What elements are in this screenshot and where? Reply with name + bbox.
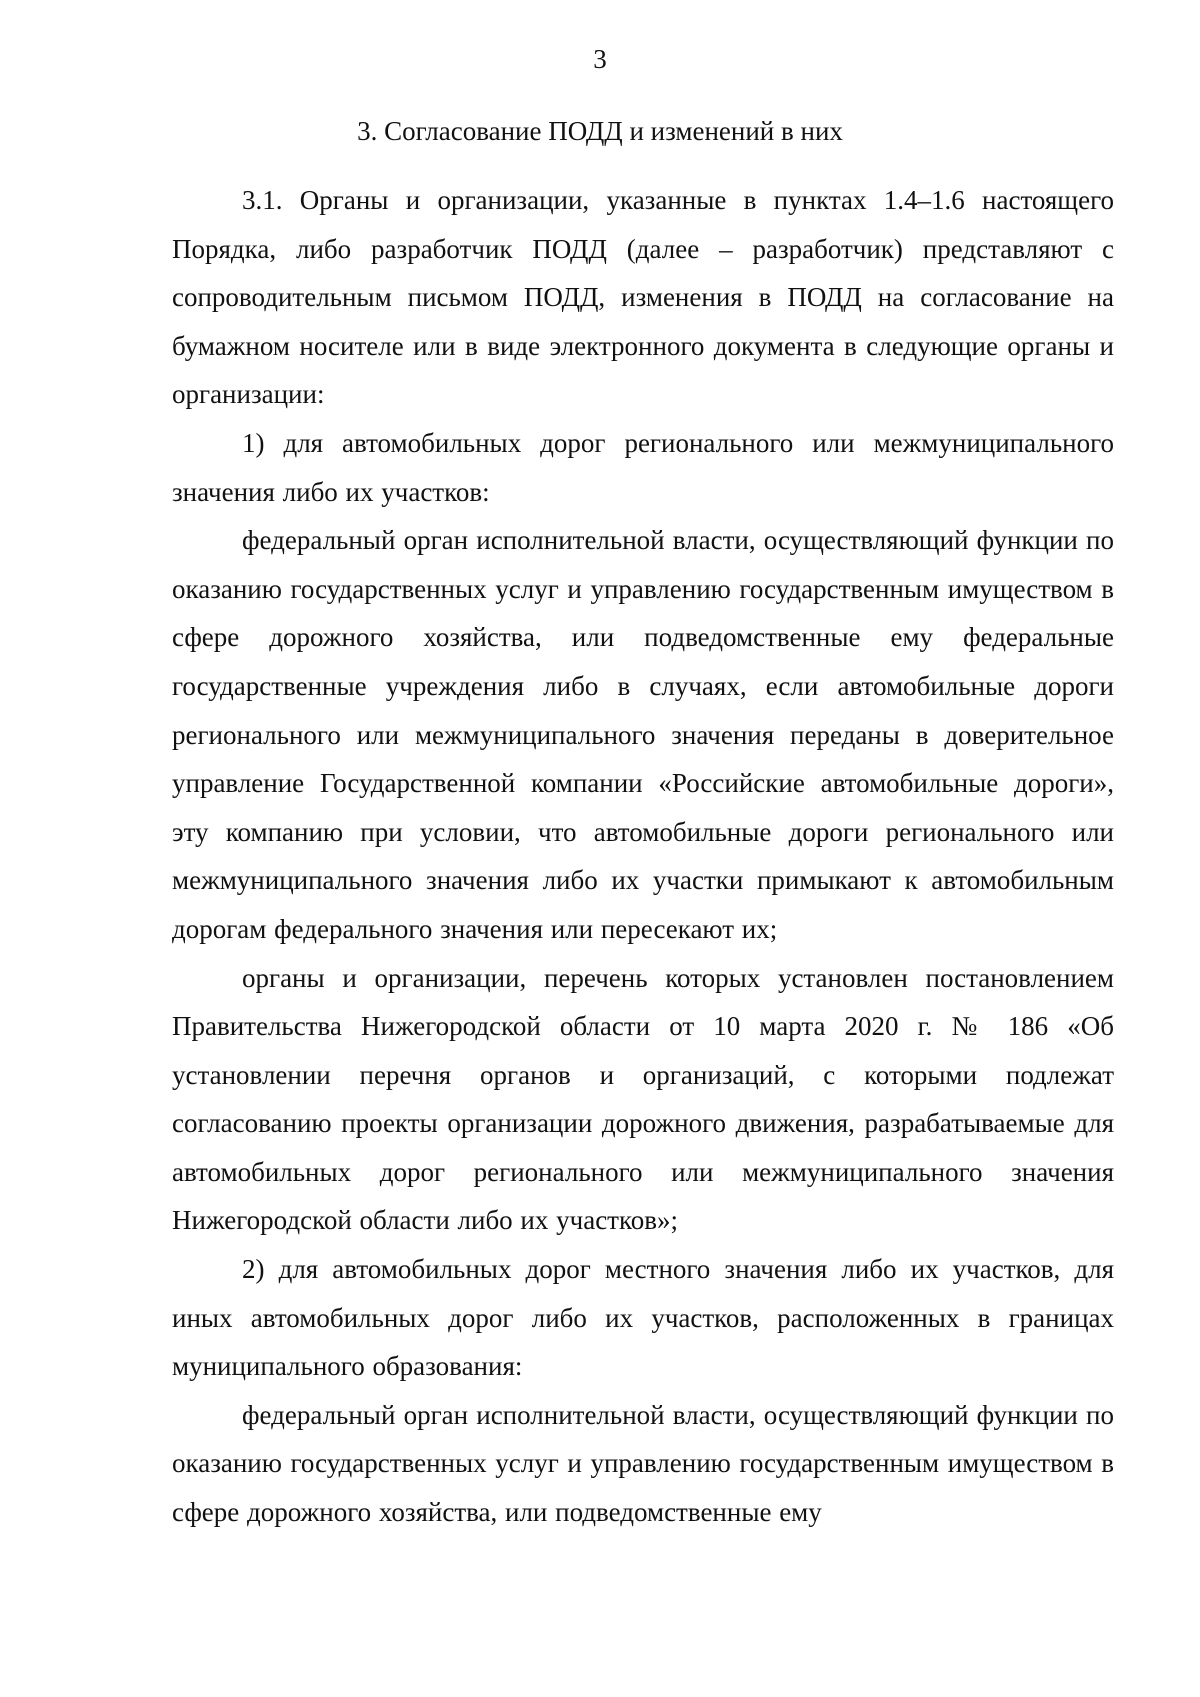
document-body [172,176,1114,1537]
paragraph-item-1: 1) для автомобильных дорог регионального или межмуниципального значения либо их участков: [172,427,1114,507]
paragraph-federal-organ: федеральный орган исполнительной власти, осуществляющий функции по оказанию государственных услуг и управлению государственным имуществом в сфере дорожного хозяйства, или подведомственные ему федеральные государственные учреждения либо в случаях, если автомобильные дороги регионального или межмуниципального значения переданы в доверительное управление Государственной компании «Российские автомобильные дороги», эту компанию при условии, что автомобильные дороги регионального или межмуниципального значения либо их участки примыкают к автомобильным дорогам федерального значения или пересекают их; [172,525,1114,944]
section-title: 3. Согласование ПОДД и изменений в них [357,116,843,146]
paragraph-3-1: 3.1. Органы и организации, указанные в пунктах 1.4–1.6 настоящего Порядка, либо разработчик ПОДД (далее – разработчик) представляют с сопроводительным письмом ПОДД, изменения в ПОДД на согласование на бумажном носителе или в виде электронного документа в следующие органы и организации: [172,185,1114,410]
paragraph-item-2: 2) для автомобильных дорог местного значения либо их участков, для иных автомобильных дорог либо их участков, расположенных в границах муниципального образования: [172,1254,1114,1382]
paragraph-federal-organ-continued: федеральный орган исполнительной власти, осуществляющий функции по оказанию государственных услуг и управлению государственным имуществом в сфере дорожного хозяйства, или подведомственные ему [172,1399,1114,1528]
page-number: 3 [593,44,607,74]
paragraph-regional-list: органы и организации, перечень которых установлен постановлением Правительства Нижегородской области от 10 марта 2020 г. № 186 «Об установлении перечня органов и организаций, с которыми подлежат согласованию проекты организации дорожного движения, разрабатываемые для автомобильных дорог регионального или межмуниципального значения Нижегородской области либо их участков»; [172,962,1114,1236]
